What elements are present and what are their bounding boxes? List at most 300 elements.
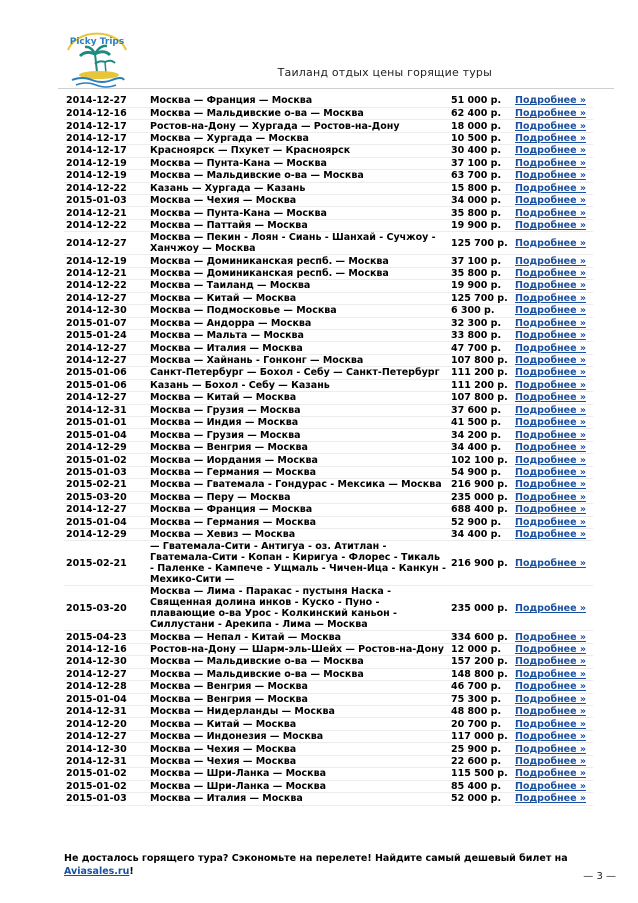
tour-route: Москва — Венгрия — Москва bbox=[148, 681, 449, 693]
tour-date: 2014-12-17 bbox=[64, 132, 148, 144]
table-row bbox=[64, 668, 593, 680]
tour-route: Ростов-на-Дону — Хургада — Ростов-на-Дону bbox=[148, 120, 449, 132]
details-link[interactable]: Подробнее » bbox=[515, 157, 587, 169]
more-cell bbox=[513, 706, 593, 718]
table-row bbox=[64, 528, 593, 540]
tour-route: Москва — Индонезия — Москва bbox=[148, 730, 449, 742]
tour-date: 2014-12-21 bbox=[64, 267, 148, 279]
tour-price: 18 000 р. bbox=[449, 120, 513, 132]
tour-price: 157 200 р. bbox=[449, 656, 513, 668]
table-row bbox=[64, 643, 593, 655]
tour-route: Казань — Бохол - Себу — Казань bbox=[148, 379, 449, 391]
table-row bbox=[64, 280, 593, 292]
more-cell bbox=[513, 280, 593, 292]
details-link[interactable]: Подробнее » bbox=[515, 392, 587, 404]
tour-route: Москва — Таиланд — Москва bbox=[148, 280, 449, 292]
tour-route: — Гватемала-Сити - Антигуа - оз. Атитлан - Гватемала-Сити - Копан - Киригуа - Флорес - Тикаль - Паленке - Кампече - Ущмаль - Чичен-Ица - Канкун - Мехико-Сити — bbox=[148, 541, 449, 586]
details-link[interactable]: Подробнее » bbox=[515, 182, 587, 194]
tour-date: 2014-12-22 bbox=[64, 280, 148, 292]
tour-price: 216 900 р. bbox=[449, 479, 513, 491]
table-row bbox=[64, 132, 593, 144]
tour-route: Москва — Пекин - Лоян - Сиань - Шанхай - Сучжоу - Ханчжоу — Москва bbox=[148, 232, 449, 255]
more-cell bbox=[513, 157, 593, 169]
more-cell bbox=[513, 681, 593, 693]
tour-price: 34 400 р. bbox=[449, 528, 513, 540]
details-link[interactable]: Подробнее » bbox=[515, 755, 587, 767]
table-row bbox=[64, 429, 593, 441]
details-link[interactable]: Подробнее » bbox=[515, 120, 587, 132]
tour-price: 107 800 р. bbox=[449, 354, 513, 366]
header-divider bbox=[58, 88, 614, 89]
table-row bbox=[64, 780, 593, 792]
tour-route: Москва — Франция — Москва bbox=[148, 95, 449, 107]
table-row bbox=[64, 145, 593, 157]
tour-date: 2015-01-02 bbox=[64, 780, 148, 792]
tour-date: 2014-12-30 bbox=[64, 656, 148, 668]
more-cell bbox=[513, 267, 593, 279]
tour-price: 107 800 р. bbox=[449, 392, 513, 404]
picky-trips-logo bbox=[58, 22, 136, 92]
more-cell bbox=[513, 342, 593, 354]
details-link[interactable]: Подробнее » bbox=[515, 516, 587, 528]
tour-date: 2014-12-30 bbox=[64, 305, 148, 317]
tour-price: 20 700 р. bbox=[449, 718, 513, 730]
page-title: Таиланд отдых цены горящие туры bbox=[277, 66, 492, 79]
details-link[interactable]: Подробнее » bbox=[515, 644, 587, 656]
tour-price: 334 600 р. bbox=[449, 631, 513, 643]
more-cell bbox=[513, 768, 593, 780]
tour-price: 115 500 р. bbox=[449, 768, 513, 780]
tour-route: Москва — Мальдивские о-ва — Москва bbox=[148, 170, 449, 182]
tour-date: 2014-12-20 bbox=[64, 718, 148, 730]
tour-route: Москва — Мальдивские о-ва — Москва bbox=[148, 656, 449, 668]
details-link[interactable]: Подробнее » bbox=[515, 305, 587, 317]
tour-price: 51 000 р. bbox=[449, 95, 513, 107]
tour-route: Москва — Нидерланды — Москва bbox=[148, 706, 449, 718]
more-cell bbox=[513, 317, 593, 329]
more-cell bbox=[513, 132, 593, 144]
tour-date: 2015-01-01 bbox=[64, 417, 148, 429]
tour-date: 2015-01-07 bbox=[64, 317, 148, 329]
details-link[interactable]: Подробнее » bbox=[515, 656, 587, 668]
tour-route: Москва — Паттайя — Москва bbox=[148, 219, 449, 231]
tour-route: Москва — Непал - Китай — Москва bbox=[148, 631, 449, 643]
table-row bbox=[64, 292, 593, 304]
tour-date: 2015-01-03 bbox=[64, 195, 148, 207]
details-link[interactable]: Подробнее » bbox=[515, 379, 587, 391]
tour-price: 6 300 р. bbox=[449, 305, 513, 317]
footer-exclamation: ! bbox=[129, 866, 134, 877]
details-link[interactable]: Подробнее » bbox=[515, 417, 587, 429]
tour-date: 2014-12-22 bbox=[64, 182, 148, 194]
tour-route: Москва — Перу — Москва bbox=[148, 491, 449, 503]
tour-price: 19 900 р. bbox=[449, 280, 513, 292]
tour-price: 688 400 р. bbox=[449, 504, 513, 516]
tour-date: 2014-12-16 bbox=[64, 107, 148, 119]
details-link[interactable]: Подробнее » bbox=[515, 706, 587, 718]
tour-date: 2014-12-21 bbox=[64, 207, 148, 219]
details-link[interactable]: Подробнее » bbox=[515, 718, 587, 730]
details-link[interactable]: Подробнее » bbox=[515, 504, 587, 516]
footer-note bbox=[64, 852, 584, 878]
tour-route: Москва — Грузия — Москва bbox=[148, 404, 449, 416]
table-row bbox=[64, 392, 593, 404]
tour-route: Москва — Германия — Москва bbox=[148, 516, 449, 528]
more-cell bbox=[513, 504, 593, 516]
tour-price: 75 300 р. bbox=[449, 693, 513, 705]
more-cell bbox=[513, 417, 593, 429]
tour-price: 216 900 р. bbox=[449, 541, 513, 586]
details-link[interactable]: Подробнее » bbox=[515, 743, 587, 755]
tour-route: Москва — Китай — Москва bbox=[148, 392, 449, 404]
more-cell bbox=[513, 305, 593, 317]
tour-route: Казань — Хургада — Казань bbox=[148, 182, 449, 194]
table-row bbox=[64, 755, 593, 767]
tour-date: 2014-12-16 bbox=[64, 643, 148, 655]
tour-route: Москва — Германия — Москва bbox=[148, 466, 449, 478]
more-cell bbox=[513, 730, 593, 742]
more-cell bbox=[513, 541, 593, 586]
tour-date: 2014-12-29 bbox=[64, 528, 148, 540]
tour-route: Москва — Франция — Москва bbox=[148, 504, 449, 516]
table-row bbox=[64, 95, 593, 107]
tour-date: 2014-12-27 bbox=[64, 95, 148, 107]
table-row bbox=[64, 354, 593, 366]
tour-price: 34 200 р. bbox=[449, 429, 513, 441]
table-row bbox=[64, 693, 593, 705]
tour-route: Москва — Лима - Паракас - пустыня Наска - Священная долина инков - Куско - Пуно - плавающие о-ва Урос - Колкинский каньон - Силлустани - Арекипа - Лима — Москва bbox=[148, 586, 449, 631]
details-link[interactable]: Подробнее » bbox=[515, 404, 587, 416]
details-link[interactable]: Подробнее » bbox=[515, 195, 587, 207]
tour-route: Москва — Доминиканская респб. — Москва bbox=[148, 255, 449, 267]
tour-price: 48 800 р. bbox=[449, 706, 513, 718]
details-link[interactable]: Подробнее » bbox=[515, 255, 587, 267]
details-link[interactable]: Подробнее » bbox=[515, 768, 587, 780]
tour-route: Москва — Хайнань - Гонконг — Москва bbox=[148, 354, 449, 366]
tour-date: 2014-12-29 bbox=[64, 441, 148, 453]
tour-price: 85 400 р. bbox=[449, 780, 513, 792]
tour-price: 19 900 р. bbox=[449, 219, 513, 231]
details-link[interactable]: Подробнее » bbox=[515, 479, 587, 491]
more-cell bbox=[513, 656, 593, 668]
table-row bbox=[64, 656, 593, 668]
tour-route: Москва — Хургада — Москва bbox=[148, 132, 449, 144]
details-link[interactable]: Подробнее » bbox=[515, 780, 587, 792]
details-link[interactable]: Подробнее » bbox=[515, 602, 587, 614]
details-link[interactable]: Подробнее » bbox=[515, 668, 587, 680]
more-cell bbox=[513, 170, 593, 182]
tour-date: 2015-03-20 bbox=[64, 491, 148, 503]
tour-route: Москва — Индия — Москва bbox=[148, 417, 449, 429]
tour-date: 2015-01-06 bbox=[64, 367, 148, 379]
more-cell bbox=[513, 454, 593, 466]
tour-route: Москва — Андорра — Москва bbox=[148, 317, 449, 329]
tour-price: 32 300 р. bbox=[449, 317, 513, 329]
table-row bbox=[64, 317, 593, 329]
tour-date: 2015-01-04 bbox=[64, 429, 148, 441]
tour-date: 2014-12-28 bbox=[64, 681, 148, 693]
table-row bbox=[64, 305, 593, 317]
details-link[interactable]: Подробнее » bbox=[515, 207, 587, 219]
palm-island-icon bbox=[58, 22, 136, 92]
aviasales-link[interactable]: Aviasales.ru bbox=[64, 866, 130, 877]
details-link[interactable]: Подробнее » bbox=[515, 170, 587, 182]
tour-date: 2014-12-27 bbox=[64, 730, 148, 742]
page-number: — 3 — bbox=[583, 871, 616, 882]
more-cell bbox=[513, 528, 593, 540]
tour-route: Санкт-Петербург — Бохол - Себу — Санкт-Петербург bbox=[148, 367, 449, 379]
tour-date: 2014-12-27 bbox=[64, 342, 148, 354]
tour-date: 2015-01-24 bbox=[64, 329, 148, 341]
tour-date: 2014-12-19 bbox=[64, 170, 148, 182]
table-row bbox=[64, 516, 593, 528]
more-cell bbox=[513, 120, 593, 132]
details-link[interactable]: Подробнее » bbox=[515, 466, 587, 478]
details-link[interactable]: Подробнее » bbox=[515, 367, 587, 379]
tour-price: 10 500 р. bbox=[449, 132, 513, 144]
tour-route: Москва — Мальдивские о-ва — Москва bbox=[148, 107, 449, 119]
tour-route: Москва — Шри-Ланка — Москва bbox=[148, 768, 449, 780]
tour-route: Москва — Чехия — Москва bbox=[148, 755, 449, 767]
more-cell bbox=[513, 292, 593, 304]
more-cell bbox=[513, 195, 593, 207]
details-link[interactable]: Подробнее » bbox=[515, 454, 587, 466]
more-cell bbox=[513, 207, 593, 219]
table-row bbox=[64, 379, 593, 391]
table-row bbox=[64, 541, 593, 586]
tour-price: 30 400 р. bbox=[449, 145, 513, 157]
details-link[interactable]: Подробнее » bbox=[515, 442, 587, 454]
table-row bbox=[64, 107, 593, 119]
tour-route: Москва — Чехия — Москва bbox=[148, 195, 449, 207]
tour-price: 235 000 р. bbox=[449, 586, 513, 631]
table-row bbox=[64, 768, 593, 780]
tour-route: Москва — Иордания — Москва bbox=[148, 454, 449, 466]
table-row bbox=[64, 120, 593, 132]
tour-date: 2014-12-17 bbox=[64, 145, 148, 157]
table-row bbox=[64, 170, 593, 182]
details-link[interactable]: Подробнее » bbox=[515, 267, 587, 279]
tour-date: 2015-03-20 bbox=[64, 586, 148, 631]
tour-route: Москва — Хевиз — Москва bbox=[148, 528, 449, 540]
table-row bbox=[64, 491, 593, 503]
more-cell bbox=[513, 586, 593, 631]
tour-price: 46 700 р. bbox=[449, 681, 513, 693]
tour-price: 111 200 р. bbox=[449, 379, 513, 391]
tour-date: 2014-12-19 bbox=[64, 255, 148, 267]
table-row bbox=[64, 479, 593, 491]
details-link[interactable]: Подробнее » bbox=[515, 292, 587, 304]
tour-date: 2015-01-02 bbox=[64, 768, 148, 780]
tour-route: Ростов-на-Дону — Шарм-эль-Шейх — Ростов-на-Дону bbox=[148, 643, 449, 655]
tour-date: 2015-01-02 bbox=[64, 454, 148, 466]
more-cell bbox=[513, 643, 593, 655]
more-cell bbox=[513, 755, 593, 767]
details-link[interactable]: Подробнее » bbox=[515, 693, 587, 705]
more-cell bbox=[513, 780, 593, 792]
more-cell bbox=[513, 404, 593, 416]
logo-text: Picky Trips bbox=[69, 37, 125, 47]
details-link[interactable]: Подробнее » bbox=[515, 681, 587, 693]
tour-date: 2014-12-27 bbox=[64, 504, 148, 516]
tour-date: 2015-02-21 bbox=[64, 479, 148, 491]
tour-date: 2014-12-27 bbox=[64, 292, 148, 304]
details-link[interactable]: Подробнее » bbox=[515, 95, 587, 107]
table-row bbox=[64, 417, 593, 429]
more-cell bbox=[513, 491, 593, 503]
more-cell bbox=[513, 219, 593, 231]
footer-text: Не досталось горящего тура? Сэкономьте на перелете! Найдите самый дешевый билет на bbox=[64, 853, 568, 864]
tour-price: 148 800 р. bbox=[449, 668, 513, 680]
tour-price: 33 800 р. bbox=[449, 329, 513, 341]
tour-route: Москва — Италия — Москва bbox=[148, 793, 449, 805]
tour-price: 102 100 р. bbox=[449, 454, 513, 466]
tour-route: Москва — Доминиканская респб. — Москва bbox=[148, 267, 449, 279]
tour-date: 2014-12-19 bbox=[64, 157, 148, 169]
more-cell bbox=[513, 354, 593, 366]
tour-route: Москва — Китай — Москва bbox=[148, 718, 449, 730]
tour-route: Москва — Италия — Москва bbox=[148, 342, 449, 354]
more-cell bbox=[513, 232, 593, 255]
table-row bbox=[64, 219, 593, 231]
details-link[interactable]: Подробнее » bbox=[515, 491, 587, 503]
tour-price: 37 100 р. bbox=[449, 157, 513, 169]
more-cell bbox=[513, 392, 593, 404]
details-link[interactable]: Подробнее » bbox=[515, 108, 587, 120]
table-row bbox=[64, 255, 593, 267]
details-link[interactable]: Подробнее » bbox=[515, 355, 587, 367]
tour-date: 2014-12-22 bbox=[64, 219, 148, 231]
more-cell bbox=[513, 379, 593, 391]
tour-price: 34 000 р. bbox=[449, 195, 513, 207]
table-row bbox=[64, 631, 593, 643]
table-row bbox=[64, 195, 593, 207]
details-link[interactable]: Подробнее » bbox=[515, 557, 587, 569]
table-row bbox=[64, 793, 593, 805]
details-link[interactable]: Подробнее » bbox=[515, 793, 587, 805]
more-cell bbox=[513, 479, 593, 491]
table-row bbox=[64, 182, 593, 194]
tour-price: 35 800 р. bbox=[449, 267, 513, 279]
tour-route: Москва — Мальдивские о-ва — Москва bbox=[148, 668, 449, 680]
more-cell bbox=[513, 793, 593, 805]
table-row bbox=[64, 504, 593, 516]
more-cell bbox=[513, 516, 593, 528]
tour-route: Москва — Гватемала - Гондурас - Мексика — Москва bbox=[148, 479, 449, 491]
more-cell bbox=[513, 429, 593, 441]
details-link[interactable]: Подробнее » bbox=[515, 342, 587, 354]
details-link[interactable]: Подробнее » bbox=[515, 133, 587, 145]
more-cell bbox=[513, 743, 593, 755]
details-link[interactable]: Подробнее » bbox=[515, 220, 587, 232]
tour-date: 2015-01-06 bbox=[64, 379, 148, 391]
tour-price: 25 900 р. bbox=[449, 743, 513, 755]
details-link[interactable]: Подробнее » bbox=[515, 145, 587, 157]
tour-price: 52 900 р. bbox=[449, 516, 513, 528]
tour-date: 2014-12-27 bbox=[64, 392, 148, 404]
details-link[interactable]: Подробнее » bbox=[515, 429, 587, 441]
tour-route: Москва — Грузия — Москва bbox=[148, 429, 449, 441]
details-link[interactable]: Подробнее » bbox=[515, 280, 587, 292]
details-link[interactable]: Подробнее » bbox=[515, 330, 587, 342]
tour-route: Москва — Шри-Ланка — Москва bbox=[148, 780, 449, 792]
tour-price: 125 700 р. bbox=[449, 292, 513, 304]
tour-price: 12 000 р. bbox=[449, 643, 513, 655]
tour-price: 47 700 р. bbox=[449, 342, 513, 354]
more-cell bbox=[513, 718, 593, 730]
table-row bbox=[64, 706, 593, 718]
more-cell bbox=[513, 107, 593, 119]
details-link[interactable]: Подробнее » bbox=[515, 237, 587, 249]
tour-price: 63 700 р. bbox=[449, 170, 513, 182]
table-row bbox=[64, 454, 593, 466]
table-row bbox=[64, 441, 593, 453]
tour-price: 52 000 р. bbox=[449, 793, 513, 805]
tour-route: Москва — Китай — Москва bbox=[148, 292, 449, 304]
more-cell bbox=[513, 693, 593, 705]
tour-route: Москва — Венгрия — Москва bbox=[148, 693, 449, 705]
tour-price: 22 600 р. bbox=[449, 755, 513, 767]
table-row bbox=[64, 232, 593, 255]
tour-price: 125 700 р. bbox=[449, 232, 513, 255]
tour-price: 34 400 р. bbox=[449, 441, 513, 453]
tour-price: 62 400 р. bbox=[449, 107, 513, 119]
tour-date: 2015-01-04 bbox=[64, 693, 148, 705]
tour-date: 2014-12-31 bbox=[64, 755, 148, 767]
more-cell bbox=[513, 145, 593, 157]
tour-date: 2015-04-23 bbox=[64, 631, 148, 643]
more-cell bbox=[513, 329, 593, 341]
tour-date: 2015-01-04 bbox=[64, 516, 148, 528]
tour-route: Москва — Пунта-Кана — Москва bbox=[148, 207, 449, 219]
tour-date: 2014-12-27 bbox=[64, 354, 148, 366]
more-cell bbox=[513, 466, 593, 478]
table-row bbox=[64, 207, 593, 219]
more-cell bbox=[513, 441, 593, 453]
table-row bbox=[64, 466, 593, 478]
tour-route: Москва — Чехия — Москва bbox=[148, 743, 449, 755]
details-link[interactable]: Подробнее » bbox=[515, 529, 587, 541]
tour-date: 2015-02-21 bbox=[64, 541, 148, 586]
tour-date: 2014-12-30 bbox=[64, 743, 148, 755]
table-row bbox=[64, 157, 593, 169]
details-link[interactable]: Подробнее » bbox=[515, 317, 587, 329]
more-cell bbox=[513, 95, 593, 107]
tour-route: Москва — Пунта-Кана — Москва bbox=[148, 157, 449, 169]
table-row bbox=[64, 743, 593, 755]
table-row bbox=[64, 730, 593, 742]
details-link[interactable]: Подробнее » bbox=[515, 631, 587, 643]
tour-route: Москва — Мальта — Москва bbox=[148, 329, 449, 341]
tour-date: 2015-01-03 bbox=[64, 466, 148, 478]
tour-price: 35 800 р. bbox=[449, 207, 513, 219]
more-cell bbox=[513, 367, 593, 379]
table-row bbox=[64, 404, 593, 416]
tour-price: 235 000 р. bbox=[449, 491, 513, 503]
tour-date: 2015-01-03 bbox=[64, 793, 148, 805]
table-row bbox=[64, 718, 593, 730]
tour-price: 111 200 р. bbox=[449, 367, 513, 379]
tour-price: 37 600 р. bbox=[449, 404, 513, 416]
tour-date: 2014-12-27 bbox=[64, 232, 148, 255]
table-row bbox=[64, 329, 593, 341]
tour-date: 2014-12-17 bbox=[64, 120, 148, 132]
tour-price: 37 100 р. bbox=[449, 255, 513, 267]
table-row bbox=[64, 367, 593, 379]
table-row bbox=[64, 342, 593, 354]
details-link[interactable]: Подробнее » bbox=[515, 731, 587, 743]
table-row bbox=[64, 267, 593, 279]
